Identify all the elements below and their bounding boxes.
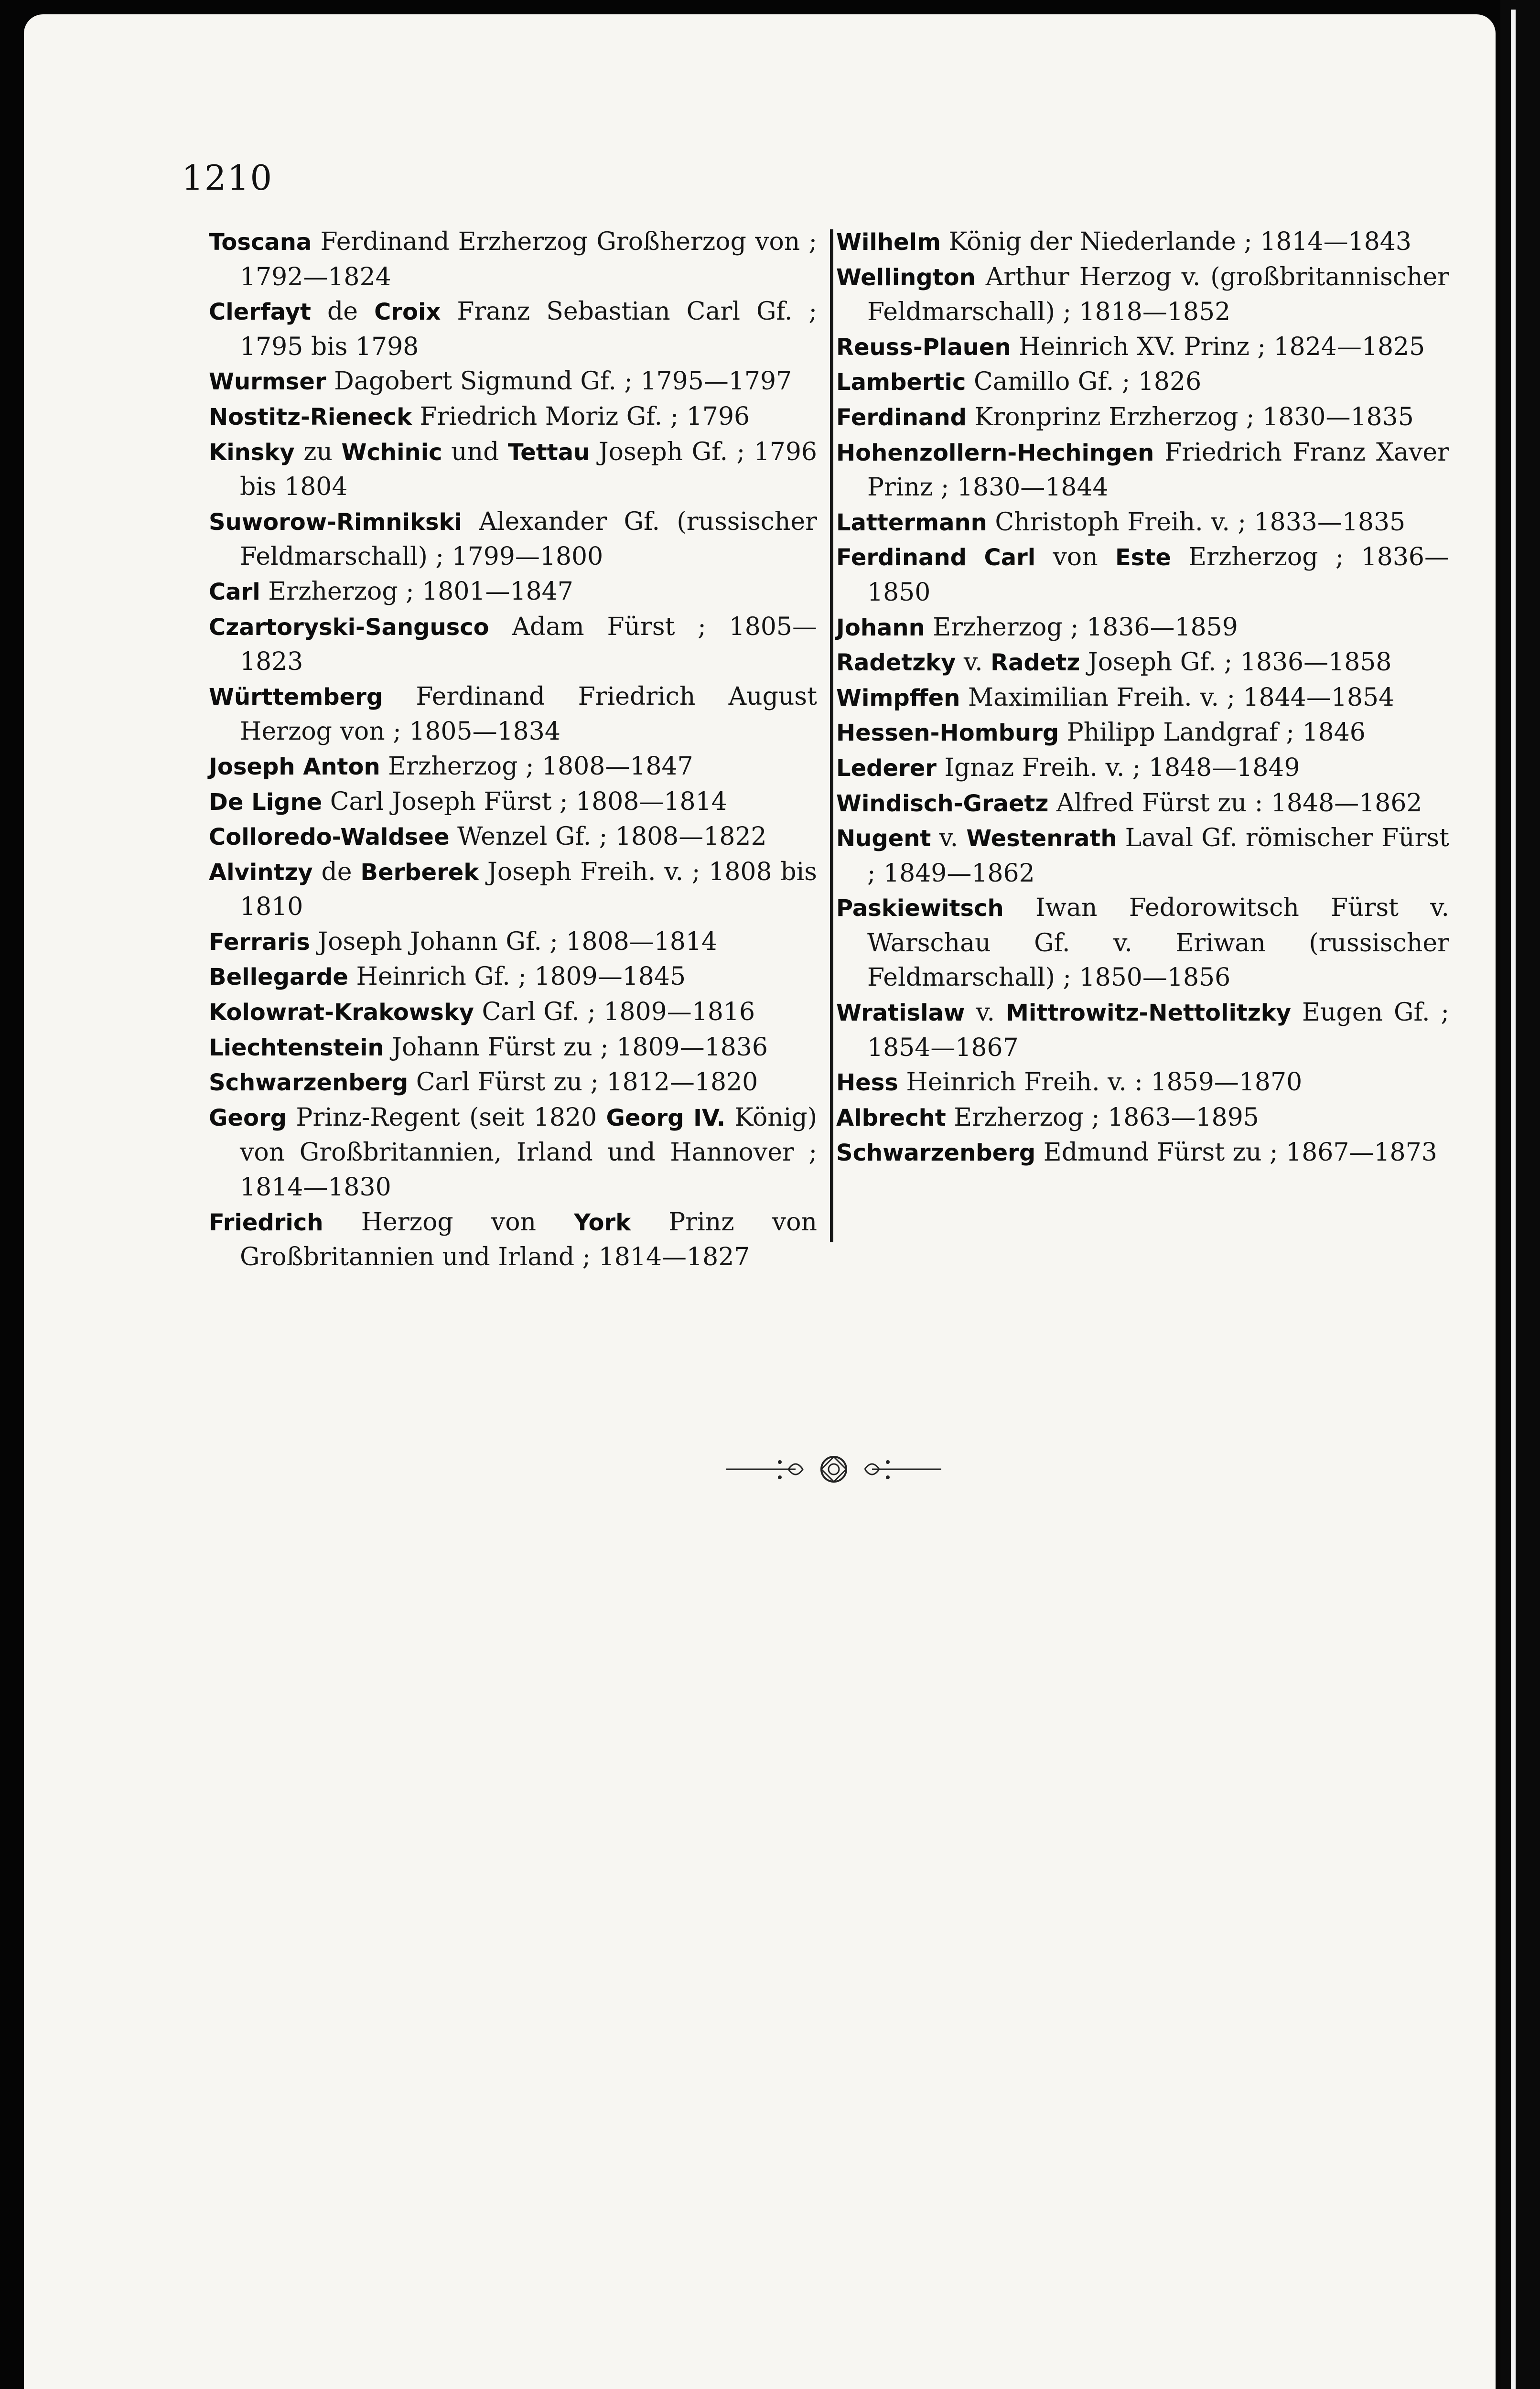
entry: Kinsky zu Wchinic und Tettau Joseph Gf. ; 1796 bis 1804 xyxy=(209,437,818,502)
entry: De Ligne Carl Joseph Fürst ; 1808—1814 xyxy=(209,787,727,816)
entry: Joseph Anton Erzherzog ; 1808—1847 xyxy=(209,752,693,781)
entry: Reuss-Plauen Heinrich XV. Prinz ; 1824—1825 xyxy=(836,332,1425,361)
scan-edge xyxy=(1500,0,1540,2389)
entry: Württemberg Ferdinand Friedrich August Herzog von ; 1805—1834 xyxy=(209,682,817,746)
entry: Wratislaw v. Mittrowitz-Nettolitzky Eugen Gf. ; 1854—1867 xyxy=(836,998,1449,1062)
entry: Paskiewitsch Iwan Fedorowitsch Fürst v. Warschau Gf. v. Eriwan (russischer Feldmarschall) ; 1850—1856 xyxy=(836,893,1449,992)
entry: Wilhelm König der Niederlande ; 1814—1843 xyxy=(836,227,1411,256)
entry: Johann Erzherzog ; 1836—1859 xyxy=(836,613,1238,642)
entry: Alvintzy de Berberek Joseph Freih. v. ; 1808 bis 1810 xyxy=(209,857,817,922)
entry: Wimpffen Maximilian Freih. v. ; 1844—1854 xyxy=(836,683,1395,712)
page-number: 1210 xyxy=(182,158,273,198)
entry: Carl Erzherzog ; 1801—1847 xyxy=(209,577,573,606)
entry: Radetzky v. Radetz Joseph Gf. ; 1836—1858 xyxy=(836,648,1392,677)
entry: Ferdinand Carl von Este Erzherzog ; 1836—1850 xyxy=(836,543,1449,607)
entry: Ferraris Joseph Johann Gf. ; 1808—1814 xyxy=(209,927,718,956)
entry: Albrecht Erzherzog ; 1863—1895 xyxy=(836,1103,1259,1132)
entry: Windisch-Graetz Alfred Fürst zu : 1848—1862 xyxy=(836,788,1422,818)
entry: Schwarzenberg Carl Fürst zu ; 1812—1820 xyxy=(209,1068,758,1097)
entry: Lattermann Christoph Freih. v. ; 1833—1835 xyxy=(836,507,1406,537)
left-column xyxy=(209,225,817,1275)
entry: Bellegarde Heinrich Gf. ; 1809—1845 xyxy=(209,962,686,991)
entry: Wellington Arthur Herzog v. (großbritannischer Feldmarschall) ; 1818—1852 xyxy=(836,262,1449,327)
entry: Hessen-Homburg Philipp Landgraf ; 1846 xyxy=(836,718,1366,747)
entry: Lederer Ignaz Freih. v. ; 1848—1849 xyxy=(836,753,1300,782)
entry: Kolowrat-Krakowsky Carl Gf. ; 1809—1816 xyxy=(209,998,755,1027)
right-column xyxy=(836,225,1449,1171)
entry: Ferdinand Kronprinz Erzherzog ; 1830—1835 xyxy=(836,402,1414,431)
entry: Friedrich Herzog von York Prinz von Großbritannien und Irland ; 1814—1827 xyxy=(209,1207,817,1272)
ornament-divider xyxy=(726,1448,941,1491)
entry: Toscana Ferdinand Erzherzog Großherzog von ; 1792—1824 xyxy=(209,227,817,291)
entry: Lambertic Camillo Gf. ; 1826 xyxy=(836,367,1202,397)
entry: Czartoryski-Sangusco Adam Fürst ; 1805—1823 xyxy=(209,612,817,677)
entry: Nugent v. Westenrath Laval Gf. römischer Fürst ; 1849—1862 xyxy=(836,824,1450,888)
entry: Georg Prinz-Regent (seit 1820 Georg IV. König) von Großbritannien, Irland und Hannover ; 1814—1830 xyxy=(209,1103,817,1202)
entry: Liechtenstein Johann Fürst zu ; 1809—1836 xyxy=(209,1033,768,1062)
entry: Hess Heinrich Freih. v. : 1859—1870 xyxy=(836,1068,1303,1097)
entry: Schwarzenberg Edmund Fürst zu ; 1867—1873 xyxy=(836,1138,1437,1167)
scan-edge-line xyxy=(1511,10,1516,2389)
entry: Clerfayt de Croix Franz Sebastian Carl Gf. ; 1795 bis 1798 xyxy=(209,297,817,361)
entry: Suworow-Rimnikski Alexander Gf. (russischer Feldmarschall) ; 1799—1800 xyxy=(209,507,817,571)
entry: Nostitz-Rieneck Friedrich Moriz Gf. ; 1796 xyxy=(209,402,750,431)
entry: Wurmser Dagobert Sigmund Gf. ; 1795—1797 xyxy=(209,367,792,396)
entry: Hohenzollern-Hechingen Friedrich Franz Xaver Prinz ; 1830—1844 xyxy=(836,438,1449,502)
column-divider xyxy=(830,229,833,1242)
entry: Colloredo-Waldsee Wenzel Gf. ; 1808—1822 xyxy=(209,822,767,851)
